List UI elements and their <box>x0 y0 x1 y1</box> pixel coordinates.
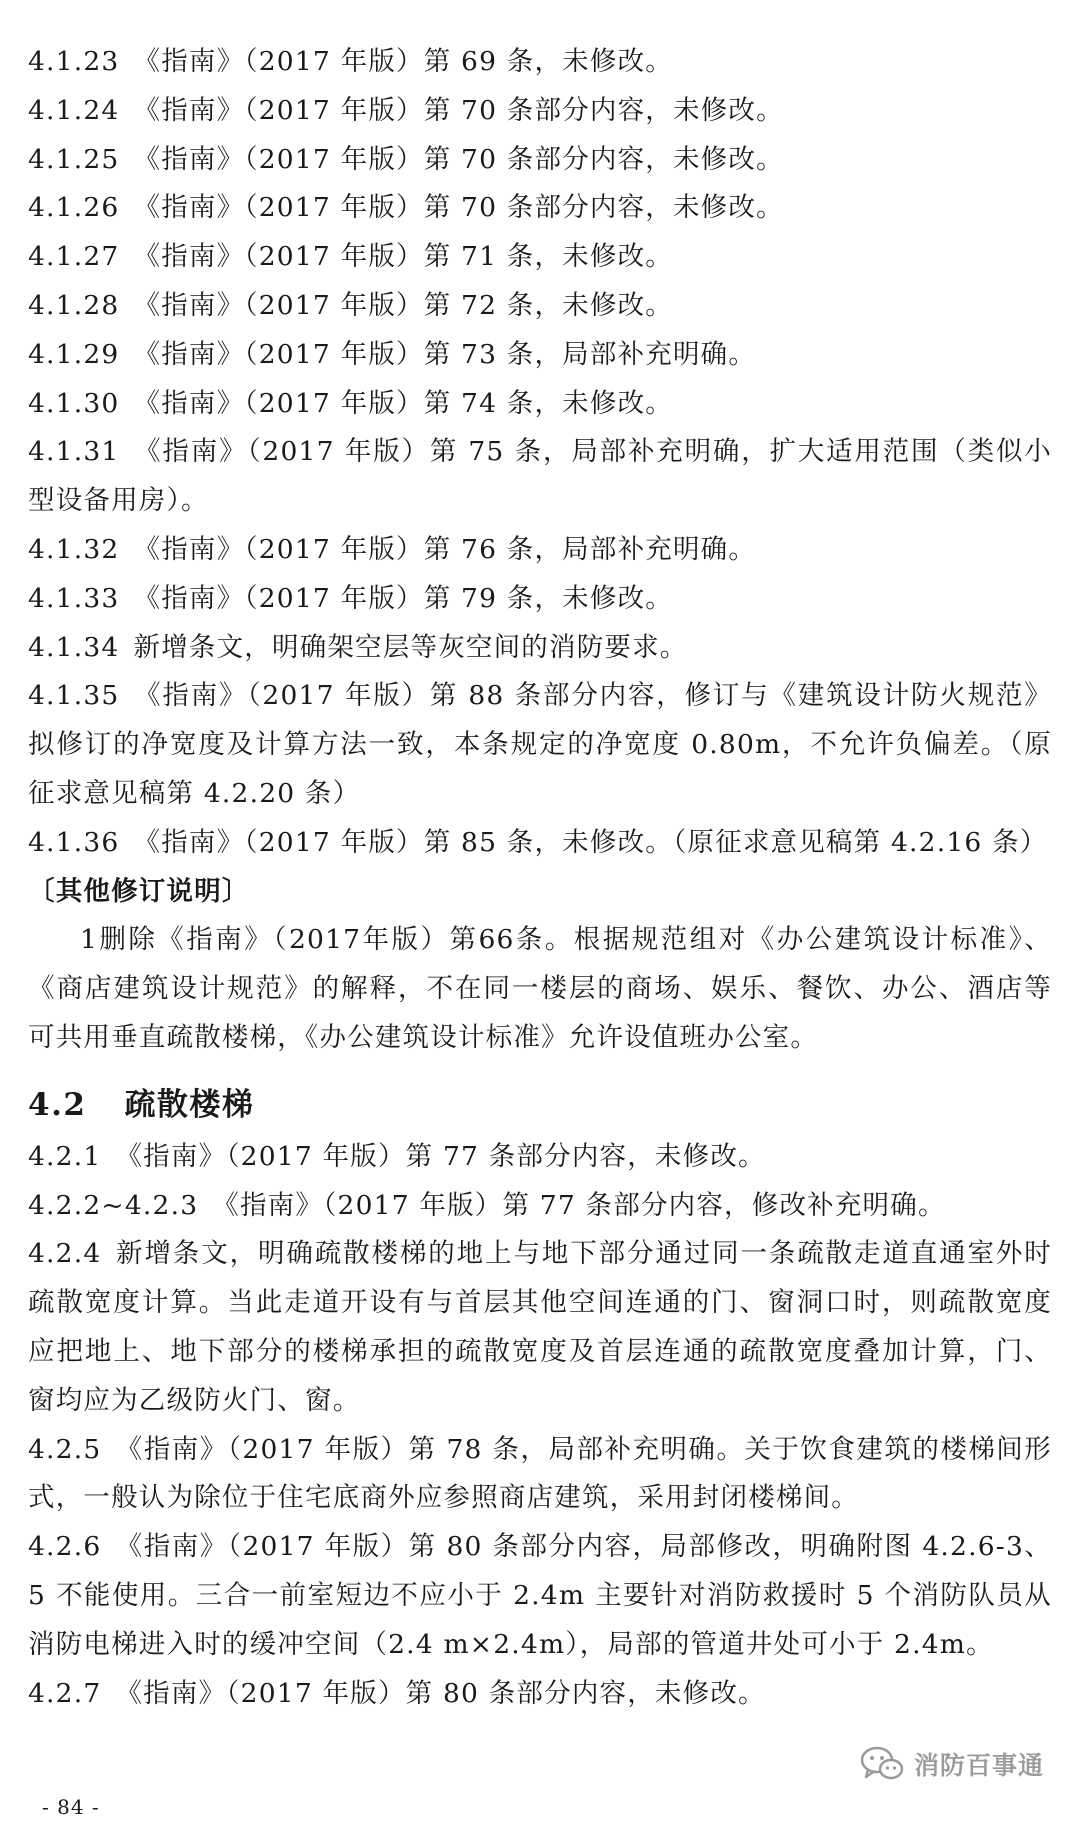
clause-4-2-4: 4.2.4 新增条文，明确疏散楼梯的地上与地下部分通过同一条疏散走道直通室外时疏散宽度计算。当此走道开设有与首层其他空间连通的门、窗洞口时，则疏散宽度应把地上、地下部分的楼梯承担的疏散宽度及首层连通的疏散宽度叠加计算，门、窗均应为乙级防火门、窗。 <box>28 1238 1052 1416</box>
clause-4-1-34: 4.1.34 新增条文，明确架空层等灰空间的消防要求。 <box>28 631 688 663</box>
clause-4-1-32: 4.1.32 《指南》（2017 年版）第 76 条，局部补充明确。 <box>28 533 757 565</box>
wechat-icon <box>860 1746 904 1782</box>
clause-4-2-1: 4.2.1 《指南》（2017 年版）第 77 条部分内容，未修改。 <box>28 1140 766 1172</box>
section-heading: 4.2 疏散楼梯 <box>28 1086 255 1123</box>
clause-4-1-26: 4.1.26 《指南》（2017 年版）第 70 条部分内容，未修改。 <box>28 192 784 224</box>
clause-4-1-28: 4.1.28 《指南》（2017 年版）第 72 条，未修改。 <box>28 289 673 321</box>
clause-4-2-7: 4.2.7 《指南》（2017 年版）第 80 条部分内容，未修改。 <box>28 1677 766 1709</box>
clause-4-1-33: 4.1.33 《指南》（2017 年版）第 79 条，未修改。 <box>28 582 673 614</box>
clause-4-1-35: 4.1.35 《指南》（2017 年版）第 88 条部分内容，修订与《建筑设计防火规范》拟修订的净宽度及计算方法一致，本条规定的净宽度 0.80m，不允许负偏差。（原征求意见稿第 4.2.20 条） <box>28 680 1052 809</box>
clause-4-1-31: 4.1.31 《指南》（2017 年版）第 75 条，局部补充明确，扩大适用范围（类似小型设备用房）。 <box>28 436 1052 517</box>
other-notes-text: 1删除《指南》（2017年版）第66条。根据规范组对《办公建筑设计标准》、《商店建筑设计规范》的解释，不在同一楼层的商场、娱乐、餐饮、办公、酒店等可共用垂直疏散楼梯，《办公建筑设计标准》允许设值班办公室。 <box>28 924 1052 1053</box>
clause-4-1-24: 4.1.24 《指南》（2017 年版）第 70 条部分内容，未修改。 <box>28 94 784 126</box>
clause-4-1-27: 4.1.27 《指南》（2017 年版）第 71 条，未修改。 <box>28 241 673 273</box>
clause-4-1-23: 4.1.23 《指南》（2017 年版）第 69 条，未修改。 <box>28 46 673 77</box>
clause-4-1-29: 4.1.29 《指南》（2017 年版）第 73 条，局部补充明确。 <box>28 338 757 370</box>
clause-4-1-36: 4.1.36 《指南》（2017 年版）第 85 条，未修改。（原征求意见稿第 4.2.16 条） <box>28 826 1048 858</box>
clause-4-2-2: 4.2.2~4.2.3 《指南》（2017 年版）第 77 条部分内容，修改补充明确。 <box>28 1189 946 1221</box>
watermark <box>860 1746 1044 1782</box>
clause-4-2-6: 4.2.6 《指南》（2017 年版）第 80 条部分内容，局部修改，明确附图 4.2.6-3、5 不能使用。三合一前室短边不应小于 2.4m 主要针对消防救援时 5 个消防队员从消防电梯进入时的缓冲空间（2.4 m×2.4m），局部的管道井处可小于 2.4m。 <box>28 1531 1052 1660</box>
page-number: - 84 - <box>42 1795 100 1819</box>
clause-4-2-5: 4.2.5 《指南》（2017 年版）第 78 条，局部补充明确。关于饮食建筑的楼梯间形式，一般认为除位于住宅底商外应参照商店建筑，采用封闭楼梯间。 <box>28 1433 1052 1514</box>
document-page <box>28 38 1052 1718</box>
other-notes-heading: 〔其他修订说明〕 <box>28 875 250 907</box>
clause-4-1-25: 4.1.25 《指南》（2017 年版）第 70 条部分内容，未修改。 <box>28 143 784 175</box>
clause-4-1-30: 4.1.30 《指南》（2017 年版）第 74 条，未修改。 <box>28 387 673 419</box>
watermark-text: 消防百事通 <box>913 1751 1044 1780</box>
